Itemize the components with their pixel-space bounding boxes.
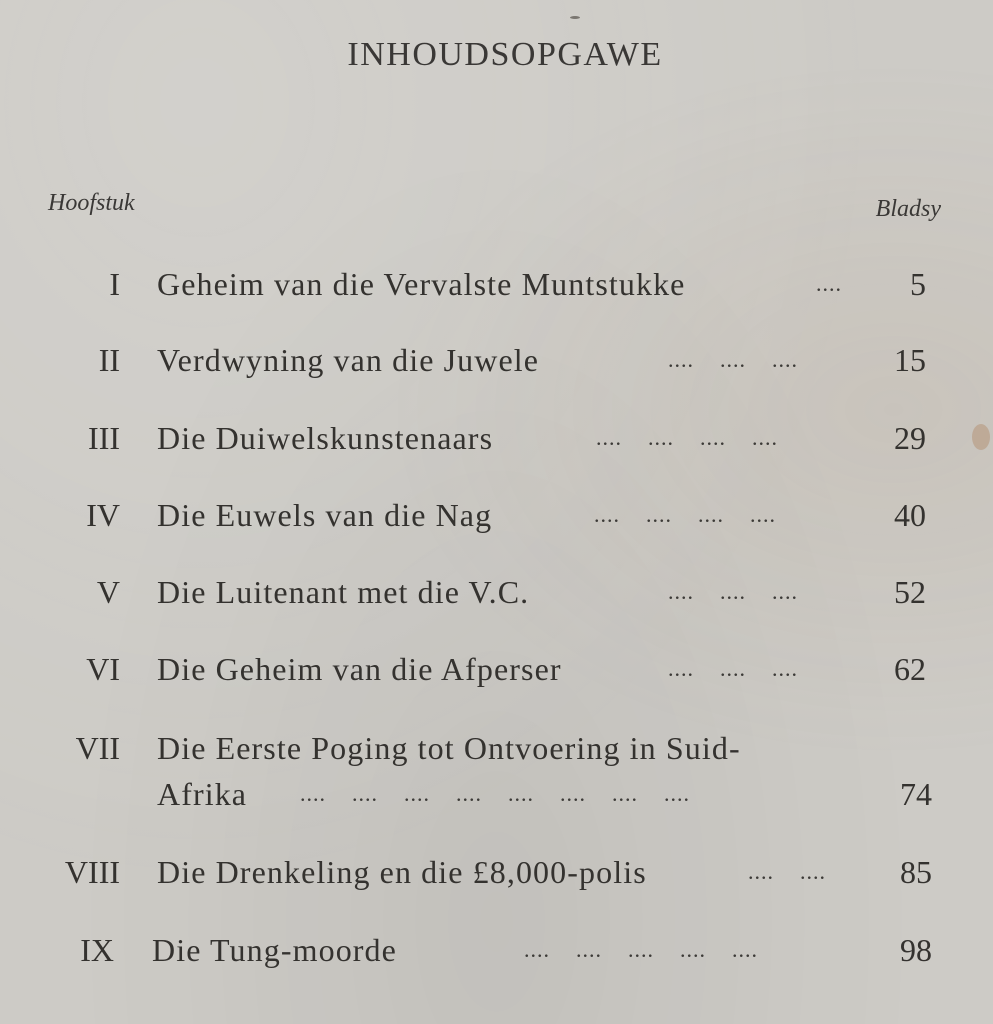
leader-dots: .... .... .... .... [594,502,776,527]
leader-dots: .... .... .... .... .... [524,937,758,962]
page-number: 52 [894,574,926,610]
leader-dots: .... .... [748,859,826,884]
leader-dots: .... .... .... [668,579,798,604]
page-number: 40 [894,497,926,533]
chapter-number: IX [80,932,114,968]
chapter-title: Die Eerste Poging tot Ontvoering in Suid- [157,730,741,766]
leader-dots: .... .... .... [668,656,798,681]
leader-dots: .... .... .... [668,347,798,372]
leader-dots: .... [816,271,842,296]
chapter-title: Die Duiwelskunstenaars [157,420,494,456]
toc-entry [0,572,993,622]
chapter-title: Die Tung-moorde [152,932,397,968]
page-number: 74 [900,776,932,812]
toc-entry [0,340,993,390]
page-number: 85 [900,854,932,890]
chapter-title: Die Luitenant met die V.C. [157,574,530,610]
chapter-title-continued: Afrika [157,776,248,812]
chapter-number: VII [75,730,120,766]
chapter-title: Geheim van die Vervalste Muntstukke [157,266,686,302]
page-number: 15 [894,342,926,378]
toc-entry [0,728,993,828]
paper-speck [570,16,580,19]
chapter-number: V [96,574,120,610]
page-number: 5 [910,266,926,302]
chapter-number: II [98,342,120,378]
chapter-number: VIII [64,854,120,890]
page-number: 62 [894,651,926,687]
toc-entry [0,264,993,314]
page-column-header: Bladsy [875,196,941,222]
chapter-number: IV [86,497,120,533]
toc-entry [0,418,993,468]
chapter-title: Die Geheim van die Afperser [157,651,562,687]
paper-stain [972,424,990,450]
toc-entry [0,930,993,980]
toc-entry [0,852,993,902]
chapter-title: Verdwyning van die Juwele [157,342,540,378]
toc-entry [0,495,993,545]
chapter-title: Die Drenkeling en die £8,000-polis [157,854,647,890]
page-number: 98 [900,932,932,968]
chapter-number: VI [86,651,120,687]
chapter-title: Die Euwels van die Nag [157,497,493,533]
page-number: 29 [894,420,926,456]
page-title: INHOUDSOPGAWE [347,36,663,73]
chapter-number: I [109,266,120,302]
chapter-number: III [88,420,120,456]
toc-entry [0,649,993,699]
leader-dots: .... .... .... .... .... .... .... .... [300,781,690,806]
chapter-column-header: Hoofstuk [48,190,135,216]
leader-dots: .... .... .... .... [596,425,778,450]
